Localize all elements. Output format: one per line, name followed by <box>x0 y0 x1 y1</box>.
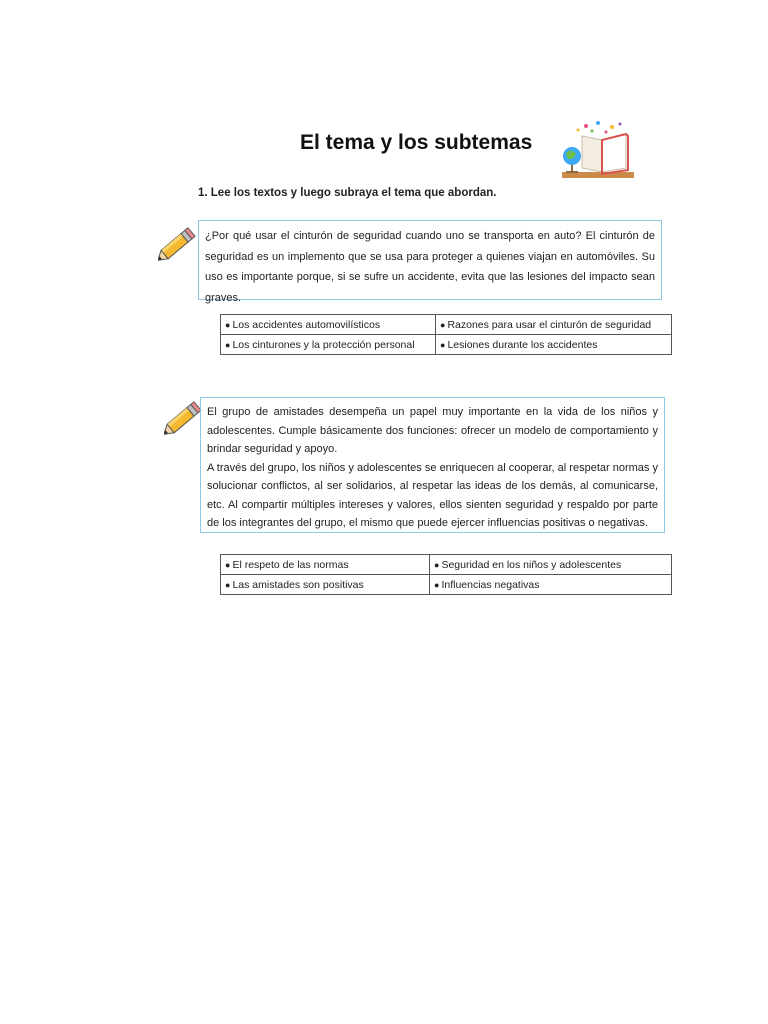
option-cell[interactable]: ● Lesiones durante los accidentes <box>436 335 672 355</box>
option-label: Las amistades son positivas <box>232 578 364 591</box>
pencil-icon <box>158 224 198 264</box>
option-label: Seguridad en los niños y adolescentes <box>441 558 622 571</box>
option-label: Influencias negativas <box>441 578 540 591</box>
instruction-text: 1. Lee los textos y luego subraya el tema que abordan. <box>198 187 497 199</box>
option-cell[interactable]: ● Los cinturones y la protección personal <box>221 335 436 355</box>
options-table-1 <box>220 314 672 355</box>
table-row <box>221 575 672 595</box>
option-label: Los accidentes automovilísticos <box>232 318 381 331</box>
reading-text-2-paragraph-2: A través del grupo, los niños y adolescentes se enriquecen al cooperar, al respetar normas y solucionar conflictos, al ser solidarios, al respetar las ideas de los demás, al comunicarse, etc. Al compartir múltiples intereses y valores, ellos sienten seguridad y respaldo por parte de los integrantes del grupo, el mismo que puede ejercer influencias positivas o negativas. <box>207 461 658 529</box>
table-row <box>221 315 672 335</box>
option-label: Razones para usar el cinturón de seguridad <box>447 318 652 331</box>
option-cell[interactable]: ● Los accidentes automovilísticos <box>221 315 436 335</box>
option-label: Los cinturones y la protección personal <box>232 338 415 351</box>
reading-text-box-2 <box>200 397 665 533</box>
reading-text-2-paragraph-1: El grupo de amistades desempeña un papel muy importante en la vida de los niños y adolescentes. Cumple básicamente dos funciones: ofrecer un modelo de comportamiento y brindar seguridad y apoyo. <box>207 406 658 455</box>
option-cell[interactable]: ● Razones para usar el cinturón de seguridad <box>436 315 672 335</box>
table-row <box>221 555 672 575</box>
page-title: El tema y los subtemas <box>300 131 533 154</box>
table-row <box>221 335 672 355</box>
option-cell[interactable]: ● El respeto de las normas <box>221 555 430 575</box>
reading-text-1: ¿Por qué usar el cinturón de seguridad cuando uno se transporta en auto? El cinturón de seguridad es un implemento que se usa para proteger a quienes viajan en automóviles. Su uso es importante porque, si se sufre un accidente, evita que las lesiones del impacto sean graves. <box>205 230 655 304</box>
pencil-icon <box>164 398 204 438</box>
reading-text-box-1 <box>198 220 662 304</box>
open-book-globe-icon <box>556 118 640 184</box>
option-label: Lesiones durante los accidentes <box>447 338 598 351</box>
option-cell[interactable]: ● Seguridad en los niños y adolescentes <box>430 555 672 575</box>
option-label: El respeto de las normas <box>232 558 349 571</box>
option-cell[interactable]: ● Influencias negativas <box>430 575 672 595</box>
options-table-2 <box>220 554 672 595</box>
option-cell[interactable]: ● Las amistades son positivas <box>221 575 430 595</box>
